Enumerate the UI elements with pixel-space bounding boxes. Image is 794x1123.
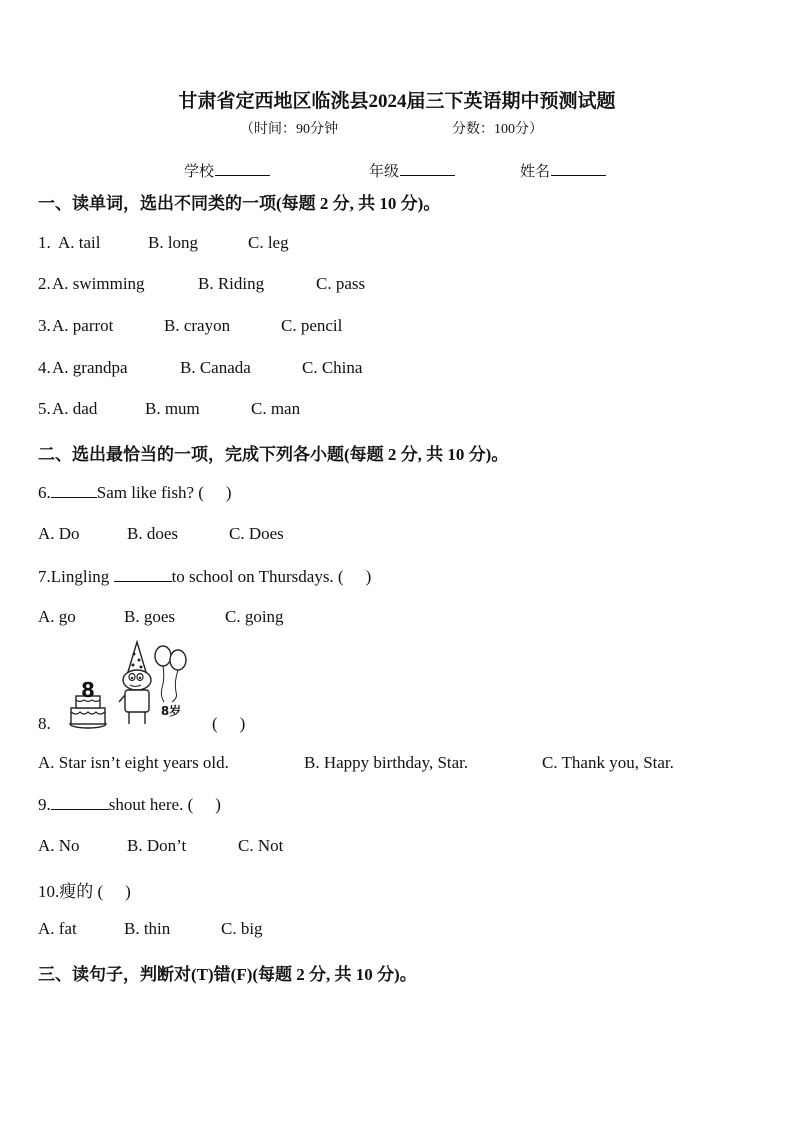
exam-score: 分数：100分） [452,122,543,137]
q-number: 10. [38,882,60,901]
question-9 [38,794,221,815]
paren-open: ( [212,714,218,733]
cake-number: 8 [81,678,95,702]
option-a: A. fat [38,919,77,938]
cake-icon [70,678,106,728]
option-c: C. going [225,607,284,626]
option-c: C. leg [248,233,289,252]
option-a: A. tail [58,233,101,252]
paren-close: ) [125,882,131,901]
q-number: 3. [38,316,51,335]
option-b: B. thin [124,919,171,938]
grade-label: 年级 [369,164,400,180]
school-blank [215,161,270,176]
question-1 [38,233,289,253]
q-text: to school on Thursdays. ( [171,567,344,586]
q-text: Sam like fish? ( [96,483,204,502]
options-6 [38,524,284,544]
name-field [520,160,606,181]
option-c: C. China [302,358,363,377]
option-b: B. does [127,524,178,543]
option-c: C. pencil [281,316,343,335]
page-title: 甘肃省定西地区临洮县2024届三下英语期中预测试题 [178,91,616,112]
option-c: C. man [251,399,301,418]
question-6 [38,482,232,503]
option-c: C. Does [229,524,284,543]
options-9 [38,836,284,856]
boy-figure-icon [119,642,151,724]
q-number: 9. [38,795,51,814]
question-3 [38,316,343,336]
question-5 [38,399,301,419]
answer-blank [114,566,172,582]
options-8 [38,753,674,773]
option-a: A. go [38,607,76,626]
section3-heading: 三、读句子，判断对(T)错(F)(每题 2 分, 共 10 分)。 [38,965,417,984]
question-10 [38,877,131,902]
option-a: A. grandpa [52,358,128,377]
question-7 [38,566,371,587]
paren-close: ) [239,714,246,733]
exam-time: （时间：90分钟 [240,122,338,137]
answer-blank [51,794,109,810]
option-c: C. Not [238,836,284,855]
paren-close: ) [215,795,221,814]
option-c: C. Thank you, Star. [542,753,674,772]
q-number: 7.Lingling [38,567,110,586]
option-b: B. crayon [164,316,231,335]
name-blank [551,161,606,176]
option-b: B. Canada [180,358,251,377]
paren-close: ) [225,483,232,502]
option-a: A. swimming [52,274,145,293]
option-b: B. Don’t [127,836,187,855]
grade-field [369,160,455,181]
school-field [184,160,270,181]
option-b: B. Riding [198,274,265,293]
q-number: 1. [38,233,51,252]
option-b: B. mum [145,399,200,418]
age-caption: 8岁 [160,704,182,718]
q-text: 瘦的 ( [59,882,104,901]
q-number: 2. [38,274,51,293]
option-b: B. goes [124,607,175,626]
section1-heading: 一、读单词，选出不同类的一项(每题 2 分, 共 10 分)。 [38,194,441,213]
question-8-paren [212,714,245,734]
option-b: B. Happy birthday, Star. [304,753,469,772]
section2-heading: 二、选出最恰当的一项，完成下列各小题(每题 2 分, 共 10 分)。 [38,445,509,464]
question-2 [38,274,366,294]
question-8-number: 8. [38,714,51,733]
school-label: 学校 [184,164,215,180]
options-10 [38,919,263,939]
birthday-illustration [68,640,198,732]
option-b: B. long [148,233,199,252]
q-number: 4. [38,358,51,377]
option-c: C. big [221,919,263,938]
q-number: 5. [38,399,51,418]
answer-blank [51,482,97,498]
option-a: A. parrot [52,316,114,335]
option-a: A. dad [52,399,98,418]
name-label: 姓名 [520,164,551,180]
option-a: A. Do [38,524,80,543]
option-a: A. Star isn’t eight years old. [38,753,229,772]
paren-close: ) [365,567,372,586]
grade-blank [400,161,455,176]
option-a: A. No [38,836,80,855]
q-number: 6. [38,483,51,502]
question-4 [38,358,363,378]
q-text: shout here. ( [108,795,194,814]
options-7 [38,607,284,627]
balloons-icon [155,646,186,702]
option-c: C. pass [316,274,366,293]
